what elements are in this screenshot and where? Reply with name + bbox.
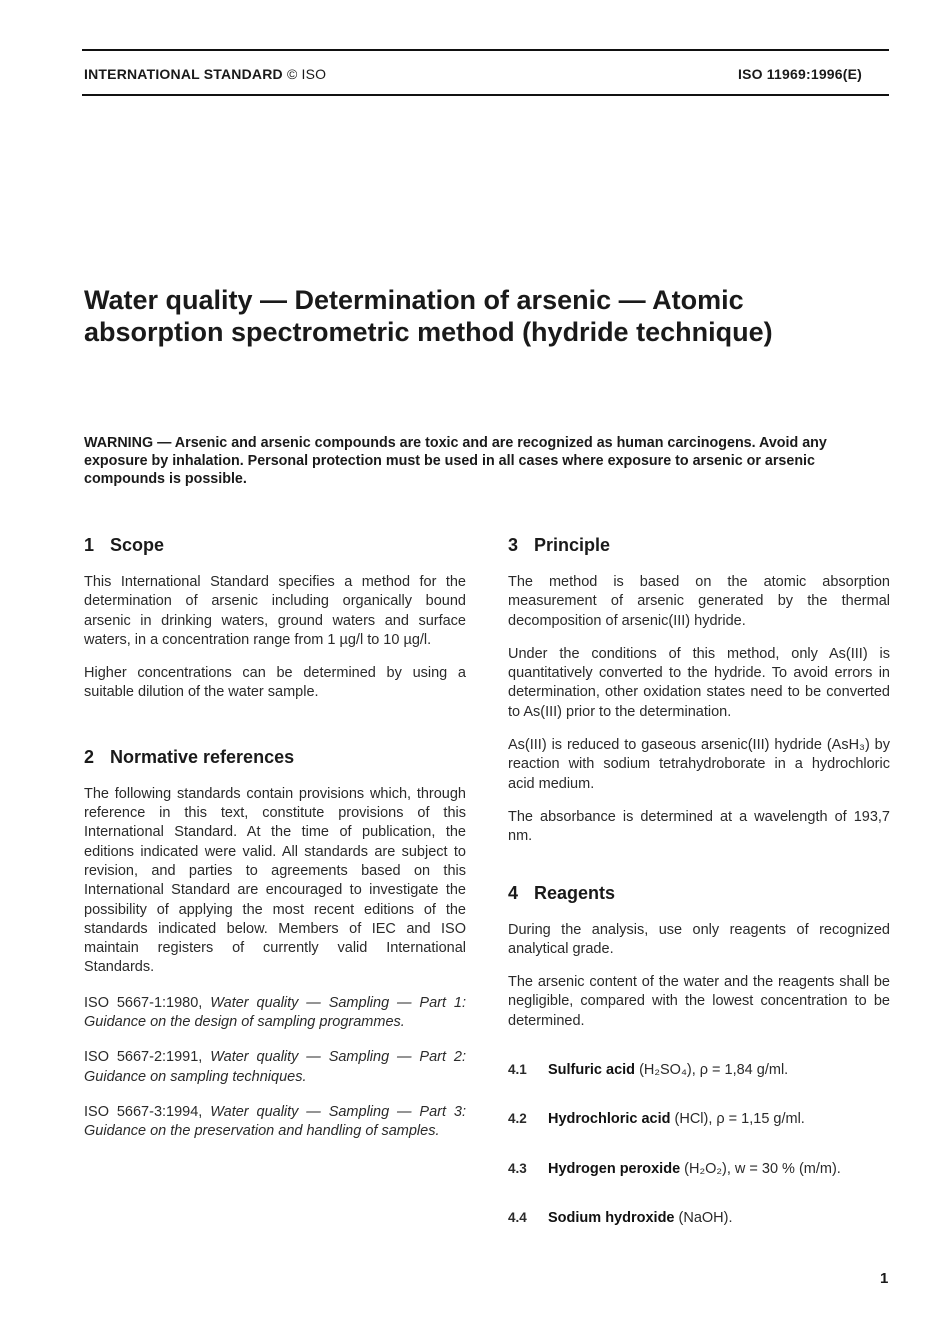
page-number: 1 [880,1270,889,1287]
principle-paragraph: The method is based on the atomic absorption measurement of arsenic generated by the thermal decomposition of arsenic(III) hydride. [508,574,890,629]
top-rule [82,49,889,51]
reagent-item: 4.2 Hydrochloric acid (HCl), ρ = 1,15 g/ml. [508,1111,805,1128]
header-copyright: © ISO [286,66,327,82]
section-heading-reagents: 4 Reagents [508,882,616,903]
scope-paragraph: This International Standard specifies a method for the determination of arsenic including organically bound arsenic in drinking waters, ground waters and surface waters, in a concentration range from 1 µg/l to 10 µg/l. [84,574,466,648]
warning-notice: WARNING — Arsenic and arsenic compounds are toxic and are recognized as human carcinogens. Avoid any exposure by inhalation. Personal protection must be used in all cases where exposure to arsenic or arsenic compounds is possible. [84,435,827,487]
principle-paragraph: As(III) is reduced to gaseous arsenic(III) hydride (AsH₃) by reaction with sodium tetrahydroborate in a hydrochloric acid medium. [508,737,890,792]
principle-paragraph: Under the conditions of this method, only As(III) is quantitatively converted to the hydride. To avoid errors in determination, other oxidation states need to be converted to As(III) prior to the determination. [508,645,890,720]
reagent-item: 4.4 Sodium hydroxide (NaOH). [508,1209,733,1226]
normative-paragraph: The following standards contain provisions which, through reference in this text, constitute provisions of this International Standard. At the time of publication, the editions indicated were valid. All standards are subject to revision, and parties to agreements based on this International Standard are encouraged to investigate the possibility of applying the most recent editions of the standards indicated below. Members of IEC and ISO maintain registers of currently valid International Standards. [84,785,466,976]
section-heading-principle: 3 Principle [508,535,611,555]
reagent-item: 4.1 Sulfuric acid (H₂SO₄), ρ = 1,84 g/ml. [508,1062,789,1079]
header-left [84,66,326,82]
right-column [508,533,890,1228]
principle-paragraph: The absorbance is determined at a wavelength of 193,7 nm. [508,808,890,845]
reference-item: ISO 5667-3:1994, Water quality — Sampling — Part 3: Guidance on the preservation and handling of samples. [84,1103,466,1140]
header-rule [82,94,889,96]
document-title: Water quality — Determination of arsenic — Atomic absorption spectrometric method (hydride technique) [84,285,773,347]
reagent-item: 4.3 Hydrogen peroxide (H₂O₂), w = 30 % (m/m). [508,1160,841,1177]
reagents-paragraph: The arsenic content of the water and the reagents shall be negligible, compared with the lowest concentration to be determined. [508,974,890,1029]
header-standard-label: INTERNATIONAL STANDARD [84,66,283,82]
reference-item: ISO 5667-2:1991, Water quality — Sampling — Part 2: Guidance on sampling techniques. [84,1049,466,1085]
header-doc-id: ISO 11969:1996(E) [738,66,863,82]
reference-item: ISO 5667-1:1980, Water quality — Sampling — Part 1: Guidance on the design of sampling programmes. [84,994,466,1031]
section-heading-normative-references: 2 Normative references [84,746,295,767]
reagents-paragraph: During the analysis, use only reagents of recognized analytical grade. [508,921,890,957]
left-column [84,533,466,1142]
section-heading-scope: 1 Scope [84,535,165,555]
scope-paragraph: Higher concentrations can be determined by using a suitable dilution of the water sample. [84,665,466,701]
